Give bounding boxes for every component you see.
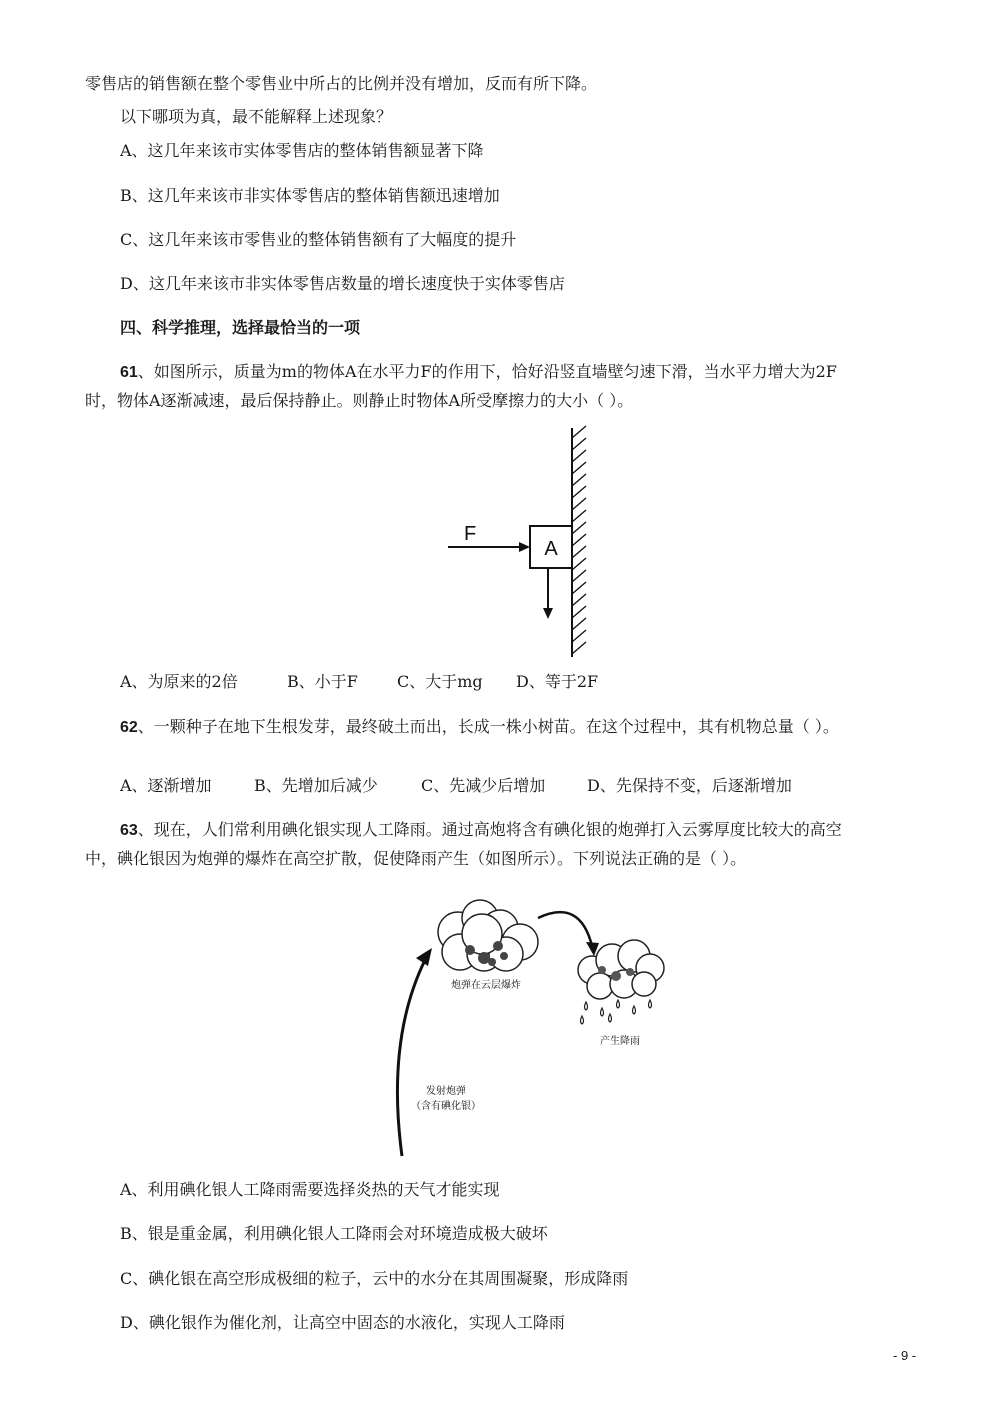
q61-option-b: B、小于F	[287, 672, 358, 691]
q62-number: 62	[120, 719, 138, 736]
q62-option-b: B、先增加后减少	[254, 776, 378, 795]
wall-hatching	[572, 426, 586, 654]
q63-number: 63	[120, 822, 138, 839]
transition-arrow	[538, 912, 592, 946]
q61-option-a: A、为原来的2倍	[120, 672, 238, 691]
prev-option-c: C、这几年来该市零售业的整体销售额有了大幅度的提升	[120, 230, 517, 249]
q63-option-b: B、银是重金属，利用碘化银人工降雨会对环境造成极大破坏	[120, 1224, 548, 1243]
q62-options	[120, 775, 792, 797]
prev-option-b: B、这几年来该市非实体零售店的整体销售额迅速增加	[120, 186, 500, 205]
q61-number: 61	[120, 364, 138, 381]
launch-trajectory	[397, 958, 426, 1156]
q62-option-c: C、先减少后增加	[421, 776, 546, 795]
prev-question-continuation: 零售店的销售额在整个零售业中所占的比例并没有增加，反而有所下降。	[85, 74, 598, 93]
force-label: F	[464, 523, 477, 545]
q61-option-d: D、等于2F	[516, 672, 599, 691]
q63-line2: 中，碘化银因为炮弹的爆炸在高空扩散，促使降雨产生（如图所示）。下列说法正确的是（ ）。	[85, 849, 747, 868]
explosion-label: 炮弹在云层爆炸	[451, 980, 521, 991]
section-heading: 四、科学推理，选择最恰当的一项	[120, 318, 361, 337]
prev-question-prompt: 以下哪项为真，最不能解释上述现象？	[120, 107, 393, 126]
page-number: - 9 -	[893, 1348, 917, 1363]
q62-text: 、一颗种子在地下生根发芽，最终破土而出，长成一株小树苗。在这个过程中，其有机物总量（ ）。	[137, 717, 839, 736]
launch-label-1: 发射炮弹	[426, 1086, 466, 1097]
q62-option-a: A、逐渐增加	[120, 776, 212, 795]
q63-option-a: A、利用碘化银人工降雨需要选择炎热的天气才能实现	[120, 1180, 500, 1199]
rain-label: 产生降雨	[600, 1036, 640, 1047]
q61-options	[120, 671, 598, 693]
prev-option-d: D、这几年来该市非实体零售店数量的增长速度快于实体零售店	[120, 274, 565, 293]
q63-option-d: D、碘化银作为催化剂，让高空中固态的水液化，实现人工降雨	[120, 1313, 565, 1332]
q61-option-c: C、大于mg	[397, 672, 483, 691]
q63-option-c: C、碘化银在高空形成极细的粒子，云中的水分在其周围凝聚，形成降雨	[120, 1269, 629, 1288]
q61-text-1: 、如图所示，质量为m的物体A在水平力F的作用下，恰好沿竖直墙壁匀速下滑，当水平力增大为2F	[137, 362, 837, 381]
launch-label-2: （含有碘化银）	[411, 1101, 481, 1112]
prev-option-a: A、这几年来该市实体零售店的整体销售额显著下降	[120, 141, 484, 160]
q63-line1	[120, 819, 842, 842]
q62-line	[120, 716, 839, 739]
q63-rain-diagram	[380, 888, 680, 1168]
q63-text-1: 、现在，人们常利用碘化银实现人工降雨。通过高炮将含有碘化银的炮弹打入云雾厚度比较大的高空	[137, 820, 842, 839]
q61-line1	[120, 361, 837, 384]
raindrops	[581, 1000, 652, 1024]
q62-option-d: D、先保持不变，后逐渐增加	[587, 776, 792, 795]
block-a-label: A	[544, 538, 558, 560]
q61-line2: 时，物体A逐渐减速，最后保持静止。则静止时物体A所受摩擦力的大小（ ）。	[85, 391, 634, 410]
q61-force-diagram	[440, 420, 620, 665]
